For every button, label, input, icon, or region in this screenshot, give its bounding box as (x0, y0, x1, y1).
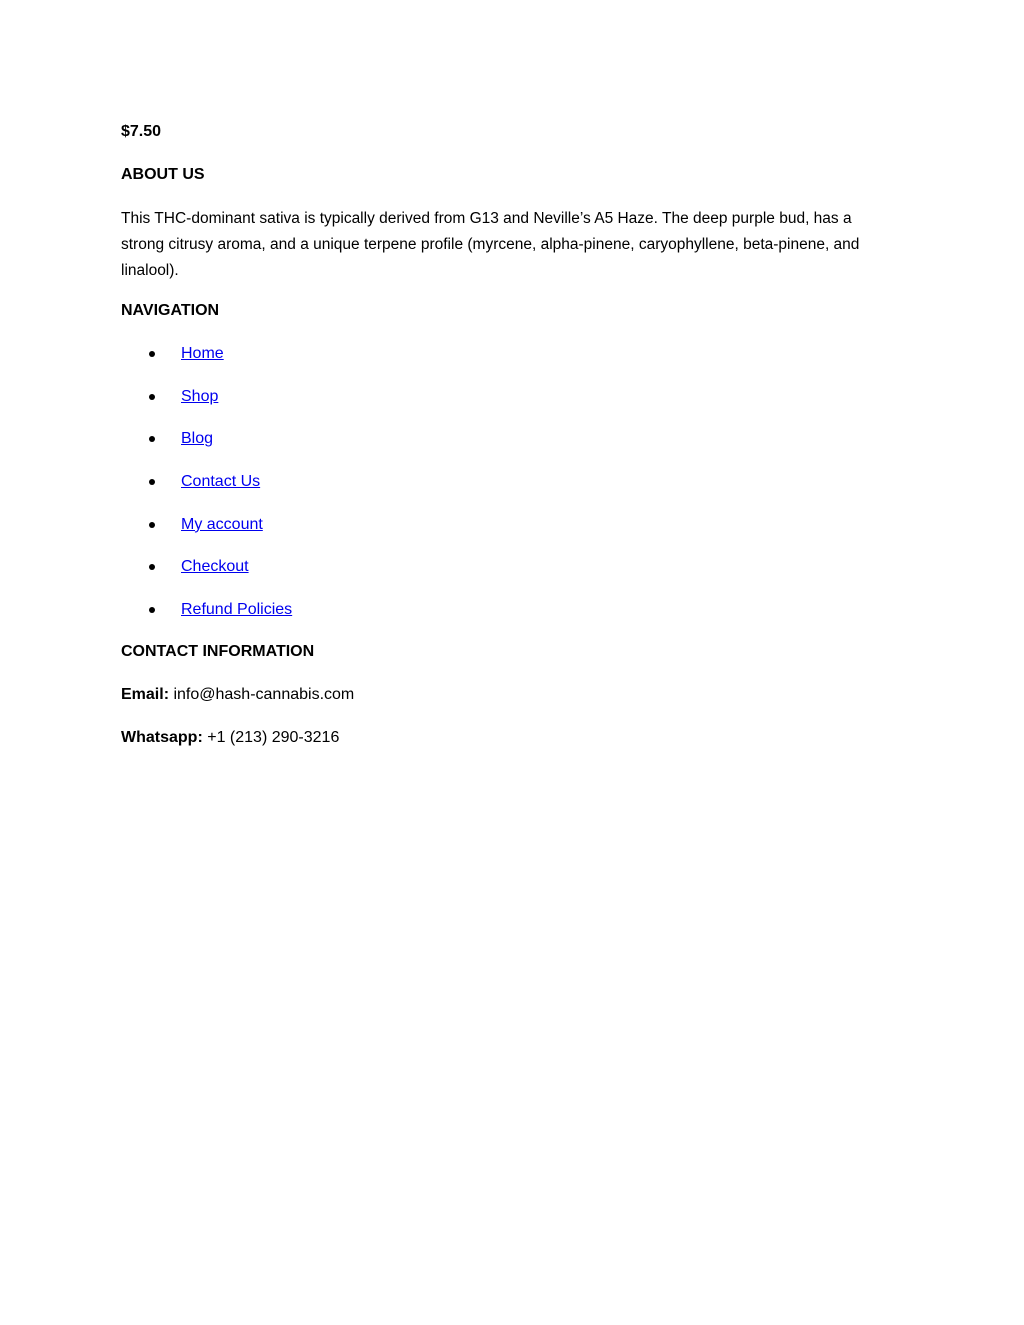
refund-policies-link[interactable]: Refund Policies (181, 601, 293, 619)
nav-item-my-account (121, 514, 292, 557)
blog-link[interactable]: Blog (181, 430, 214, 448)
whatsapp-value: +1 (213) 290-3216 (207, 729, 340, 746)
shop-link[interactable]: Shop (181, 387, 219, 405)
contact-us-link[interactable]: Contact Us (181, 473, 261, 491)
about-text: This THC-dominant sativa is typically derived from G13 and Neville’s A5 Haze. The deep purple bud, has a strong citrusy aroma, and a unique terpene profile (myrcene, alpha-pinene, caryophyllene, beta-pinene, and linalool). (121, 210, 860, 279)
nav-item-refund-policies (121, 599, 292, 642)
navigation-list (121, 343, 292, 642)
bullet-icon (149, 351, 155, 357)
my-account-link[interactable]: My account (181, 515, 263, 533)
nav-item-shop (121, 386, 292, 429)
bullet-icon (149, 479, 155, 485)
email-line (121, 684, 354, 706)
whatsapp-label: Whatsapp: (121, 729, 203, 746)
email-value: info@hash-cannabis.com (173, 686, 355, 703)
bullet-icon (149, 607, 155, 613)
checkout-link[interactable]: Checkout (181, 558, 249, 576)
bullet-icon (149, 394, 155, 400)
contact-heading: CONTACT INFORMATION (121, 643, 315, 660)
about-heading: ABOUT US (121, 166, 205, 183)
whatsapp-line (121, 727, 339, 749)
bullet-icon (149, 522, 155, 528)
email-label: Email: (121, 686, 170, 703)
home-link[interactable]: Home (181, 345, 224, 362)
nav-item-checkout (121, 556, 292, 599)
product-price: $7.50 (121, 123, 162, 140)
navigation-heading: NAVIGATION (121, 302, 220, 319)
nav-item-home (121, 343, 292, 386)
nav-item-blog (121, 428, 292, 471)
bullet-icon (149, 436, 155, 442)
bullet-icon (149, 564, 155, 570)
nav-item-contact-us (121, 471, 292, 514)
